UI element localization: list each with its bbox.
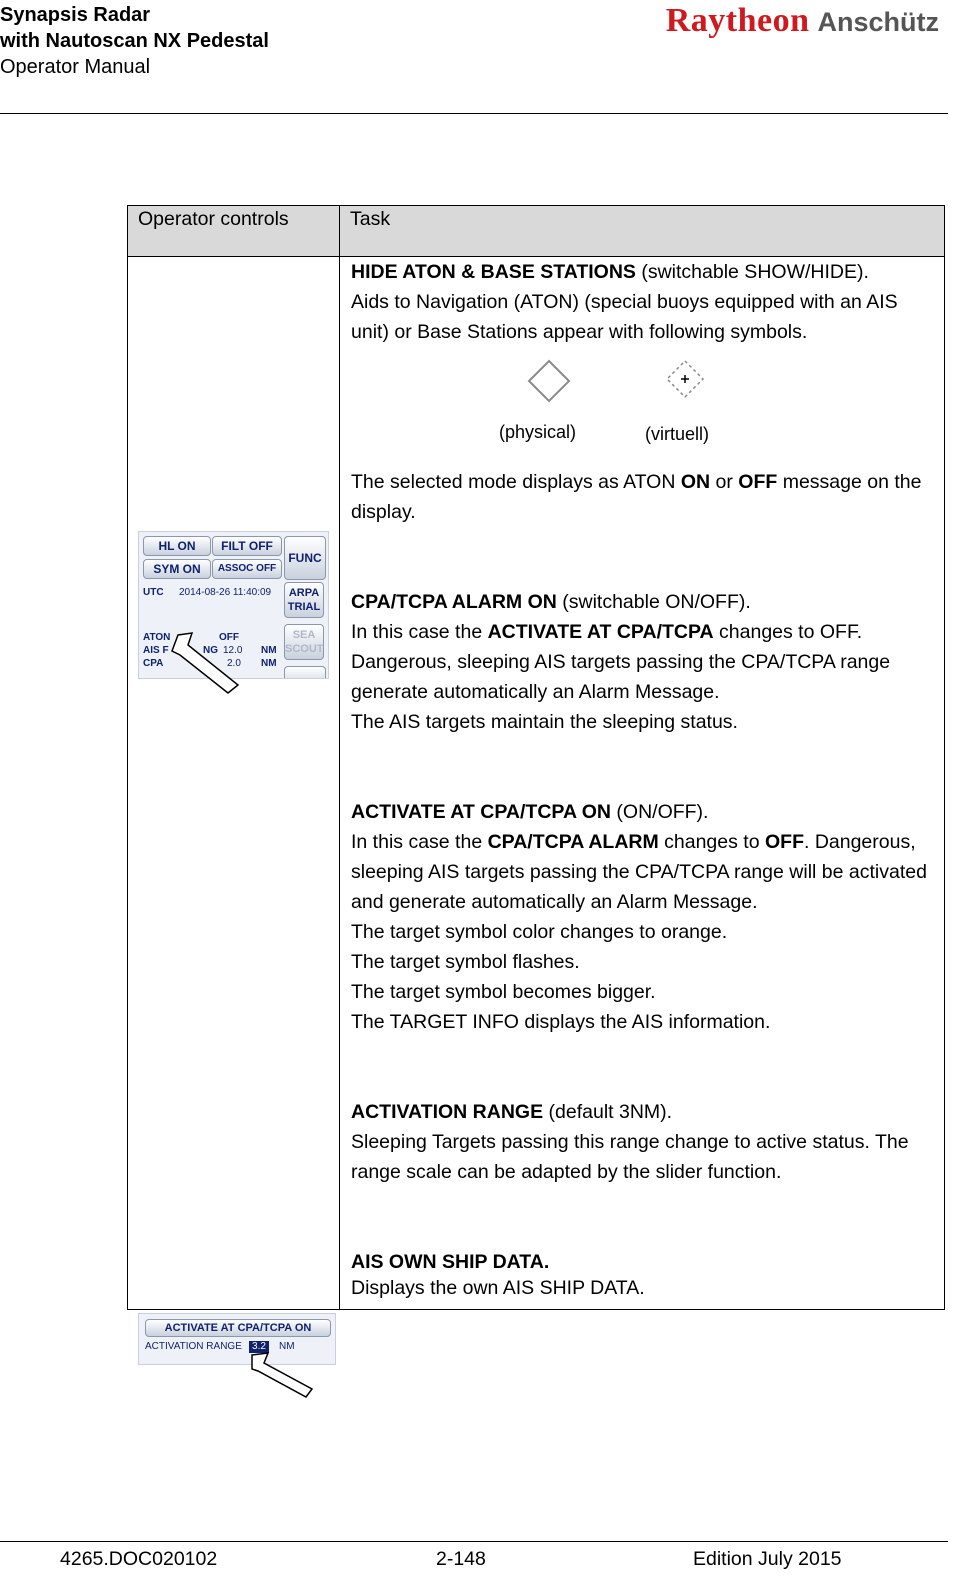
hide-aton-title: HIDE ATON & BASE STATIONS [351, 261, 636, 283]
header-title-line2: with Nautoscan NX Pedestal [0, 30, 269, 52]
mode-off: OFF [738, 471, 778, 493]
section-hide-aton [351, 257, 934, 527]
sea-label: SEA [292, 629, 316, 641]
activate-line-2: The target symbol color changes to orange. [351, 921, 728, 943]
activate-desc: In this case the CPA/TCPA ALARM changes to OFF. Dangerous, sleeping AIS targets passing the CPA/TCPA range will be activated and generate automatically an Alarm Message. [351, 831, 927, 913]
footer-rule [0, 1541, 948, 1542]
hide-aton-desc: Aids to Navigation (ATON) (special buoys equipped with an AIS unit) or Base Stations appear with following symbols. [351, 291, 898, 343]
pointer-arrow-icon [168, 627, 258, 697]
controls-table [127, 205, 945, 1352]
arpa-label: ARPA [288, 587, 320, 599]
activate-title-rest: (ON/OFF). [610, 801, 709, 823]
cpa-alarm-title-rest: (switchable ON/OFF). [556, 591, 751, 613]
activate-line-4: The target symbol becomes bigger. [351, 981, 656, 1003]
mode-pre: The selected mode displays as ATON [351, 471, 681, 493]
footer-doc-number: 4265.DOC020102 [60, 1548, 218, 1570]
activate-line-3: The target symbol flashes. [351, 951, 580, 973]
aton-physical-diamond-icon [523, 355, 575, 407]
col-header-task: Task [340, 206, 945, 257]
section-activation-range [351, 1097, 934, 1187]
activation-range-unit: NM [279, 1341, 295, 1352]
aton-label: ATON [143, 632, 171, 643]
activation-range-label: ACTIVATION RANGE [145, 1341, 242, 1352]
task-cell [340, 257, 945, 1310]
activate-title: ACTIVATE AT CPA/TCPA ON [351, 801, 611, 823]
raytheon-anschutz-logo [666, 2, 939, 42]
aton-value: OFF [219, 632, 239, 643]
sea-scout-button[interactable] [284, 624, 324, 660]
logo-brand: Raytheon [665, 2, 810, 39]
aton-virtual-diamond-icon [661, 355, 709, 403]
activation-range-title-rest: (default 3NM). [543, 1101, 673, 1123]
ais-own-ship-desc: Displays the own AIS SHIP DATA. [351, 1277, 645, 1299]
mode-on: ON [680, 471, 711, 493]
virtual-label: (virtuell) [645, 424, 710, 444]
logo-sub: Anschütz [817, 7, 939, 37]
document-header [0, 2, 269, 80]
cpa-alarm-desc: In this case the ACTIVATE AT CPA/TCPA changes to OFF. Dangerous, sleeping AIS targets passing the CPA/TCPA range generate automatically an Alarm Message. [351, 621, 891, 703]
section-ais-own-ship [351, 1247, 934, 1299]
mode-post: message on the display. [351, 471, 922, 523]
header-rule [0, 113, 948, 114]
ais-filter-label: AIS F [143, 645, 169, 656]
cpa-unit: NM [261, 658, 277, 669]
cpa-label: CPA [143, 658, 164, 669]
mode-display-text [351, 467, 934, 527]
col-header-controls: Operator controls [128, 206, 340, 257]
utc-value: 2014-08-26 11:40:09 [179, 587, 272, 598]
ais-own-ship-title: AIS OWN SHIP DATA. [351, 1251, 550, 1273]
header-title-line1: Synapsis Radar [0, 4, 151, 26]
scout-label: SCOUT [285, 643, 324, 655]
hide-aton-title-rest: (switchable SHOW/HIDE). [635, 261, 869, 283]
menu-button-partial[interactable] [284, 666, 326, 679]
section-activate-cpa-tcpa [351, 797, 934, 1037]
trial-label: TRIAL [287, 601, 321, 613]
activation-range-title: ACTIVATION RANGE [351, 1101, 544, 1123]
filt-off-button[interactable]: FILT OFF [212, 536, 282, 556]
ais-filter-label-end: NG [203, 645, 218, 656]
activation-range-desc: Sleeping Targets passing this range change to active status. The range scale can be adapted by the slider function. [351, 1131, 909, 1183]
arpa-trial-button[interactable] [284, 582, 324, 618]
func-button[interactable]: FUNC [284, 536, 326, 580]
aton-symbols [351, 347, 934, 467]
table-header-row [128, 206, 945, 257]
ais-filter-value: 12.0 [223, 645, 243, 656]
activate-at-cpa-tcpa-button[interactable]: ACTIVATE AT CPA/TCPA ON [145, 1319, 331, 1337]
footer-page-number: 2-148 [436, 1548, 486, 1570]
assoc-off-button[interactable]: ASSOC OFF [212, 559, 282, 579]
hl-on-button[interactable]: HL ON [143, 536, 211, 556]
sym-on-button[interactable]: SYM ON [143, 559, 211, 579]
pointer-arrow-icon [248, 1349, 318, 1399]
operator-controls-cell [128, 257, 340, 1352]
cpa-value: 2.0 [227, 658, 241, 669]
cpa-alarm-note: The AIS targets maintain the sleeping status. [351, 711, 738, 733]
footer-edition: Edition July 2015 [693, 1548, 842, 1570]
activate-line-5: The TARGET INFO displays the AIS information. [351, 1011, 771, 1033]
ais-filter-unit: NM [261, 645, 277, 656]
mode-or: or [710, 471, 739, 493]
table-row [128, 257, 945, 1310]
section-cpa-tcpa-alarm [351, 587, 934, 737]
cpa-alarm-title: CPA/TCPA ALARM ON [351, 591, 557, 613]
utc-label: UTC [143, 587, 164, 598]
header-title-line3: Operator Manual [0, 56, 151, 78]
physical-label: (physical) [499, 422, 577, 442]
activation-range-value[interactable]: 3.2 [249, 1341, 269, 1353]
